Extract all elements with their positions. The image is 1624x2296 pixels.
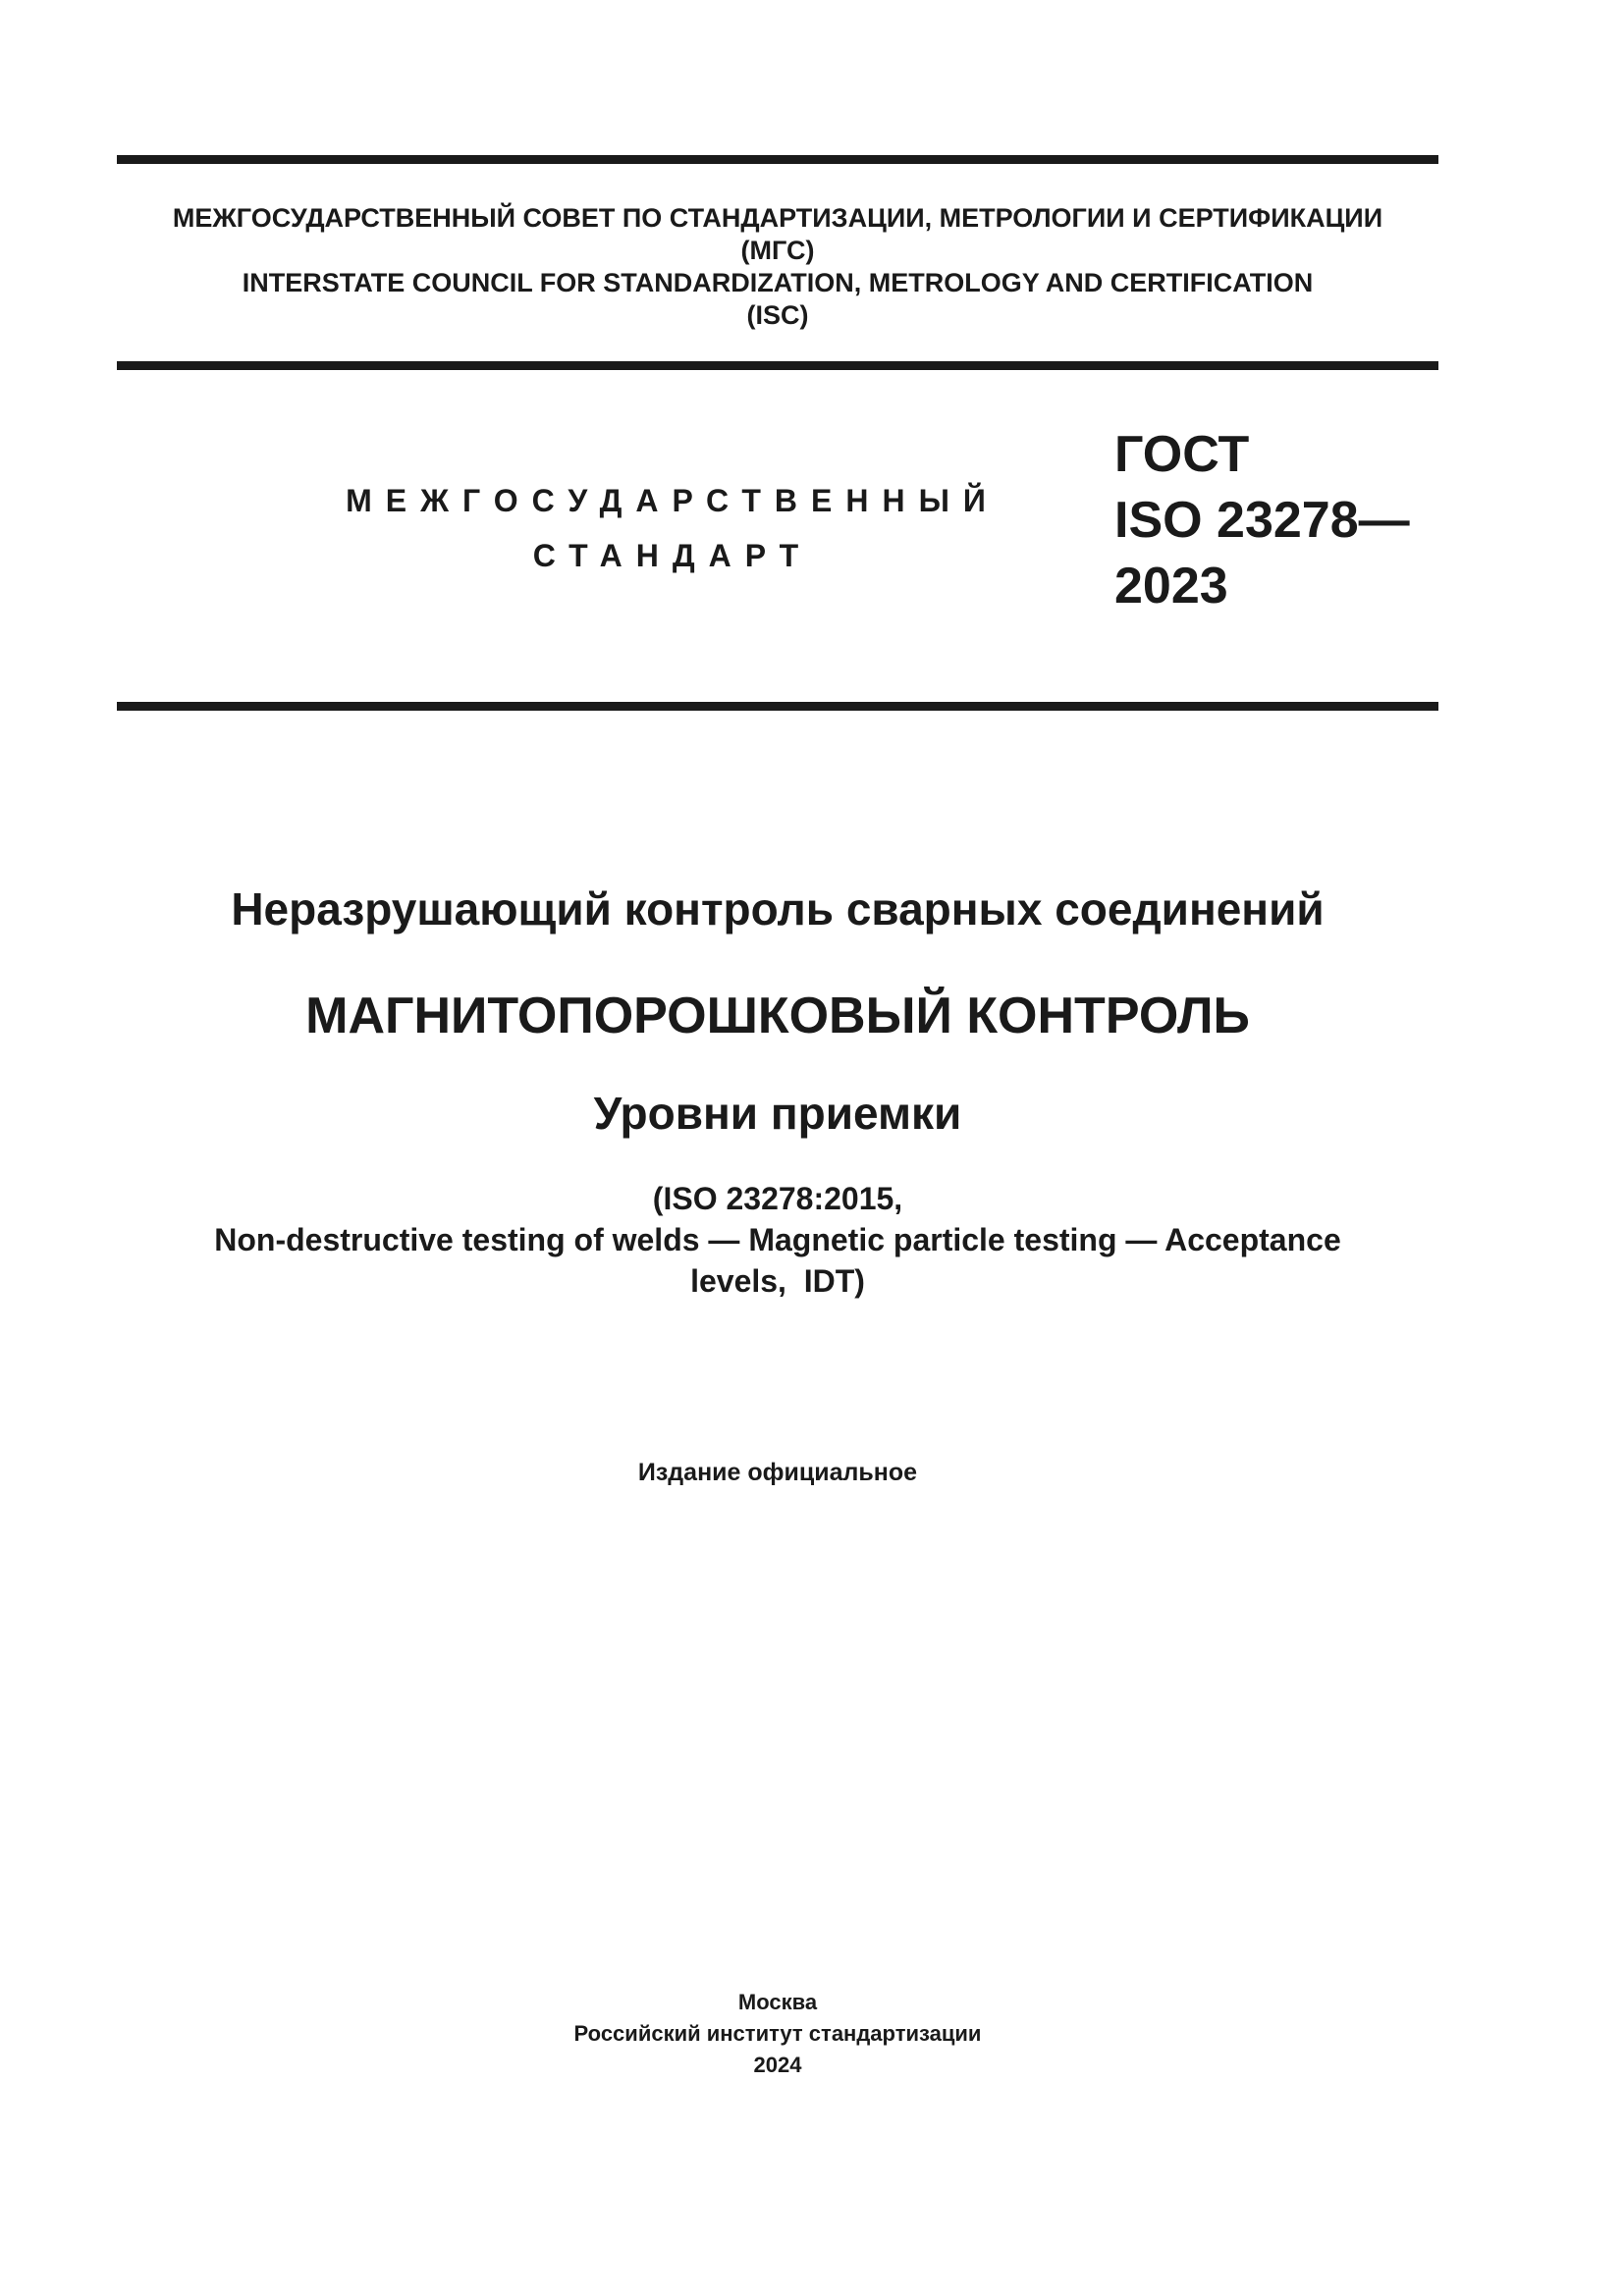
iso-reference-line-1: (ISO 23278:2015, [652, 1181, 903, 1216]
council-name-en: INTERSTATE COUNCIL FOR STANDARDIZATION, METROLOGY AND CERTIFICATION [242, 268, 1314, 297]
top-divider [117, 155, 1438, 164]
standard-number-line-3: 2023 [1114, 558, 1228, 614]
iso-reference-line-3: levels, IDT) [690, 1263, 865, 1299]
iso-reference [117, 1178, 1438, 1302]
standard-number [1114, 422, 1410, 619]
middle-divider [117, 361, 1438, 370]
document-title-part: Уровни приемки [593, 1088, 962, 1139]
imprint [117, 1987, 1438, 2081]
standard-number-line-2: ISO 23278— [1114, 492, 1410, 549]
bottom-divider [117, 702, 1438, 711]
standard-number-line-1: ГОСТ [1114, 426, 1250, 483]
standard-type-line-1: МЕЖГОСУДАРСТВЕННЫЙ [346, 483, 1000, 518]
iso-reference-line-2: Non-destructive testing of welds — Magnetic particle testing — Acceptance [214, 1222, 1341, 1257]
council-header [117, 202, 1438, 332]
document-title-main: МАГНИТОПОРОШКОВЫЙ КОНТРОЛЬ [305, 988, 1250, 1044]
council-abbr-ru: (МГС) [740, 236, 815, 265]
standard-type [324, 473, 1021, 583]
document-title-general: Неразрушающий контроль сварных соединений [231, 883, 1325, 934]
edition-label: Издание официальное [637, 1459, 918, 1486]
imprint-publisher: Российский институт стандартизации [573, 2021, 982, 2046]
imprint-year: 2024 [753, 2053, 802, 2077]
standard-type-line-2: СТАНДАРТ [532, 538, 813, 573]
council-abbr-en: (ISC) [746, 300, 809, 330]
imprint-city: Москва [737, 1990, 818, 2014]
council-name-ru: МЕЖГОСУДАРСТВЕННЫЙ СОВЕТ ПО СТАНДАРТИЗАЦИИ, МЕТРОЛОГИИ И СЕРТИФИКАЦИИ [172, 203, 1383, 233]
